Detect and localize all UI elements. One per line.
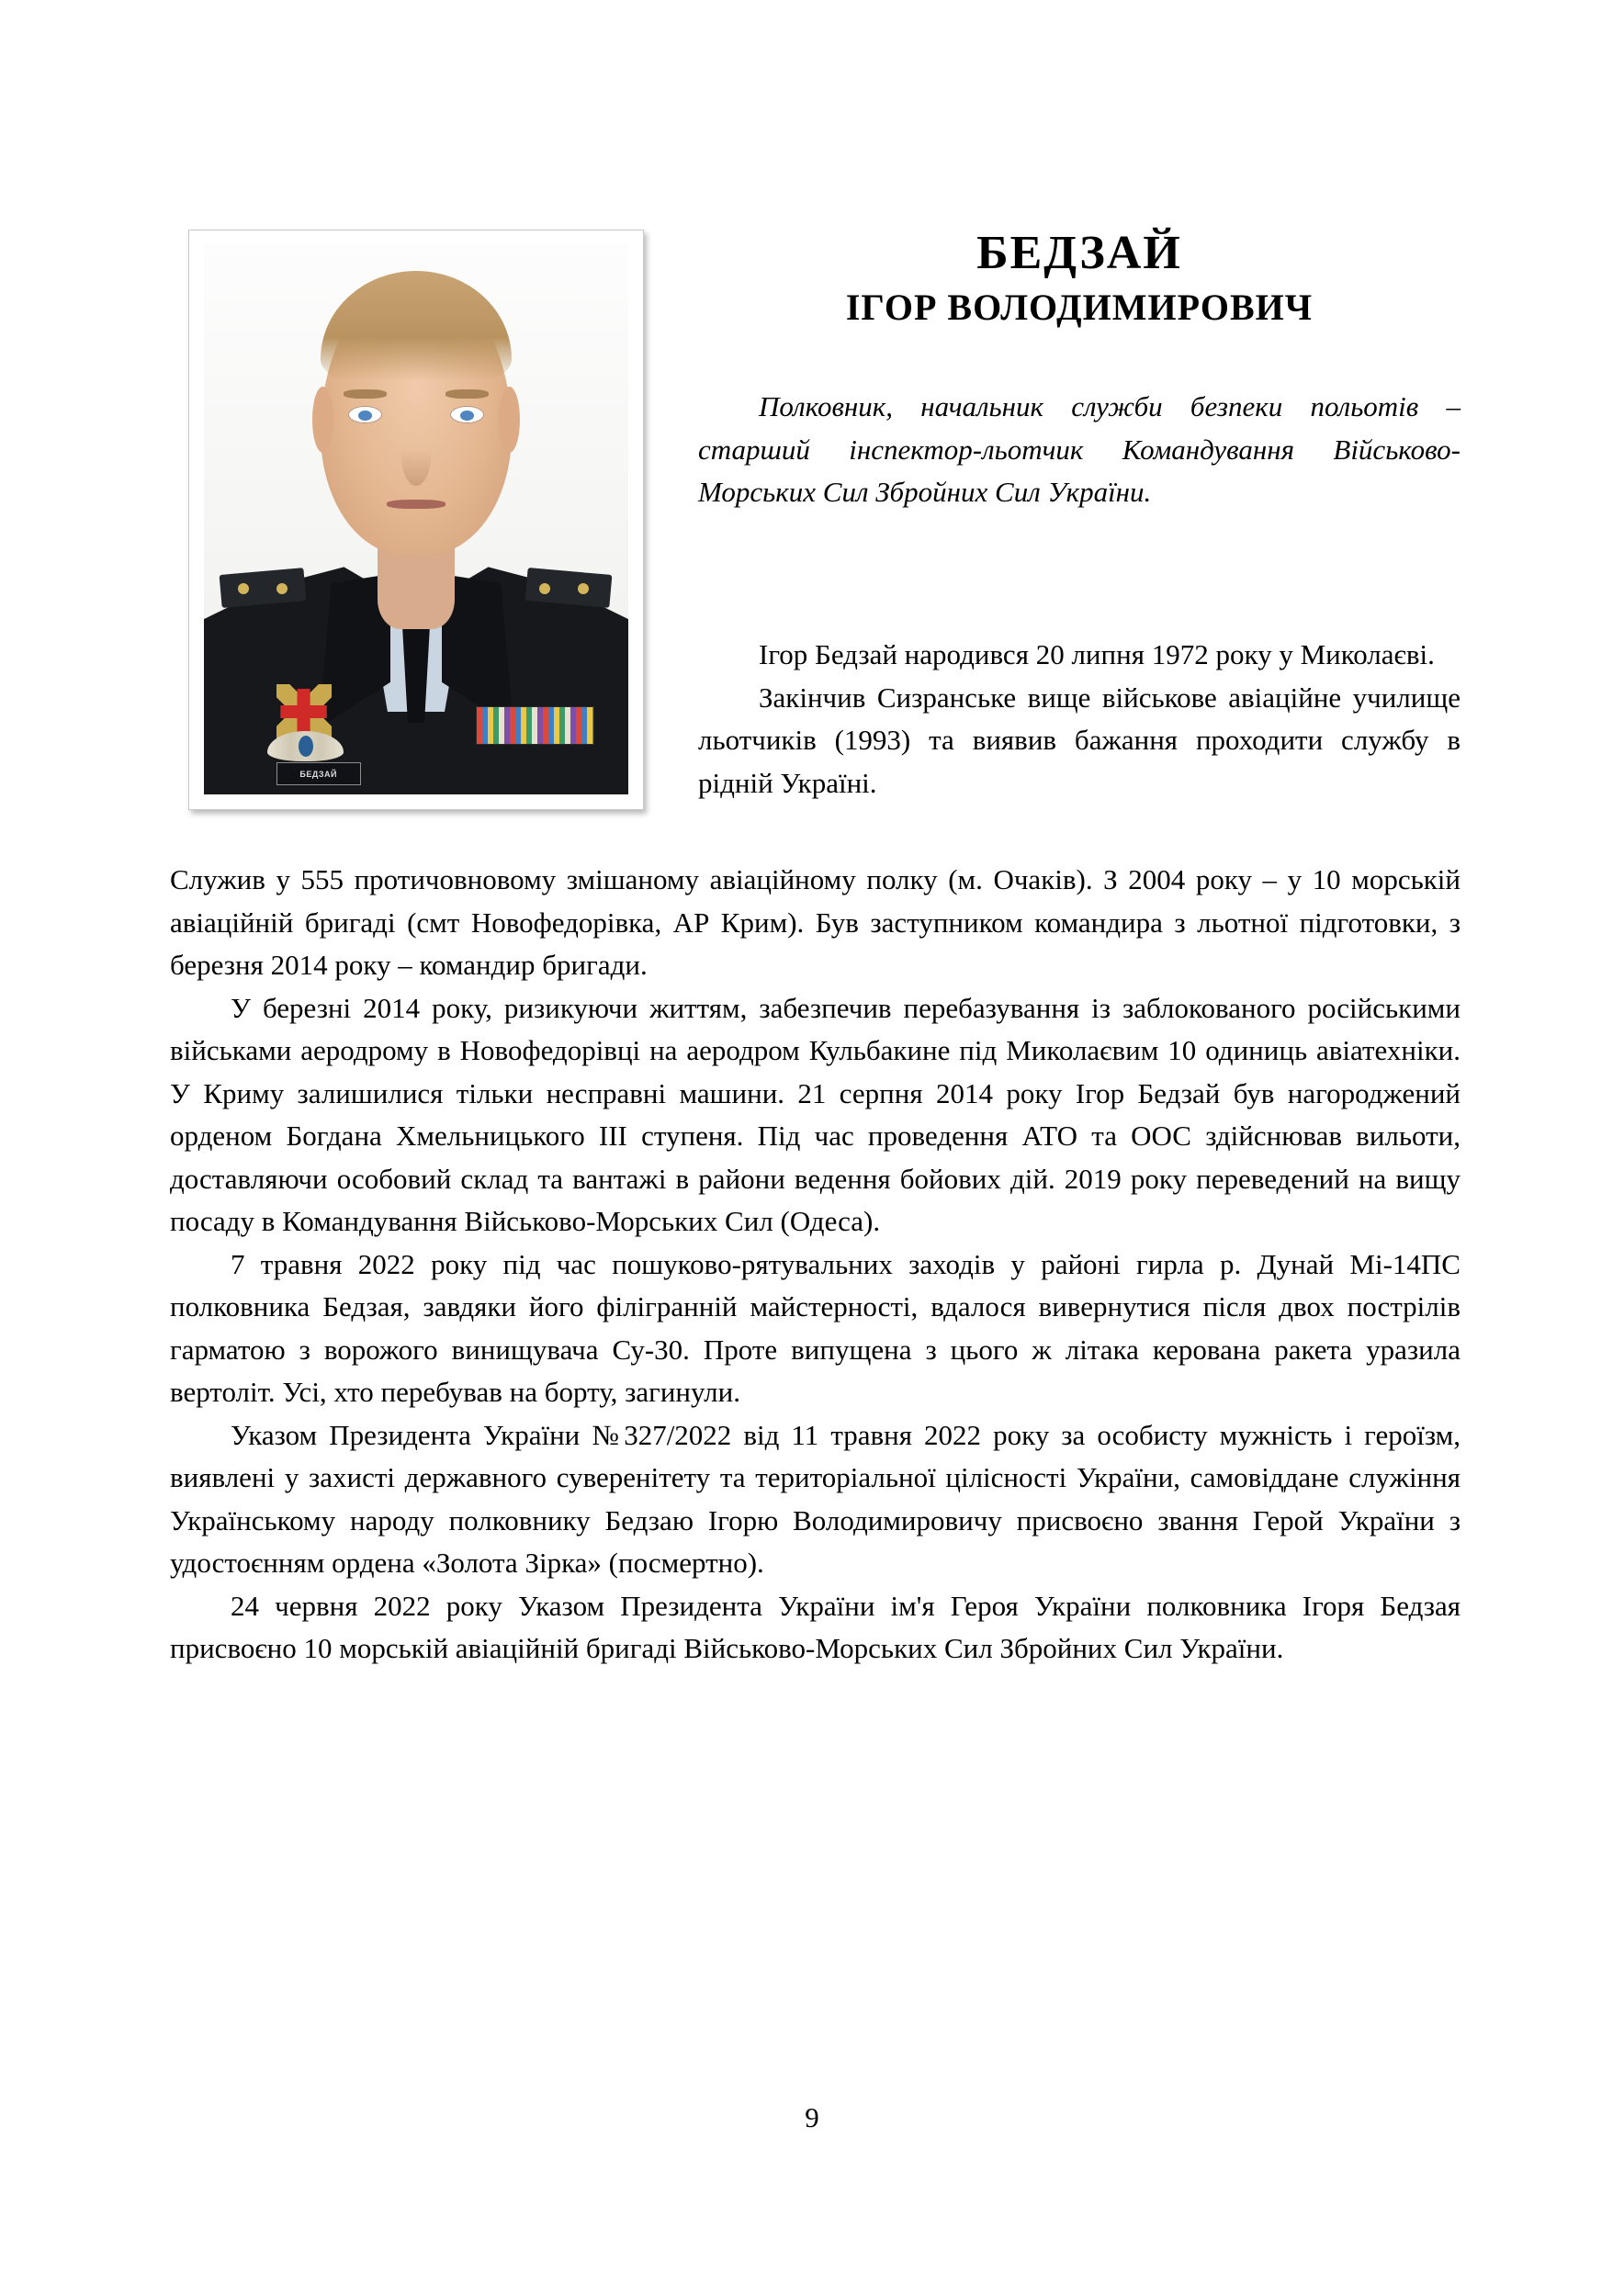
paragraph-service: Служив у 555 протичовновому змішаному авіаційному полку (м. Очаків). З 2004 року – у 10 морській авіаційній бригаді (смт Новофедорівка, АР Крим). Був заступником командира з льотної підготовки, з березня 2014 року – командир бригади. xyxy=(170,863,1460,981)
rank-star-icon xyxy=(578,583,589,594)
paragraph-2014-relocation: У березні 2014 року, ризикуючи життям, забезпечив перебазування із заблокованого російськими військами аеродрому в Новофедорівці на аеродром Кульбакине під Миколаєвим 10 одиниць авіатехніки. У Криму залишилися тільки несправні машини. 21 серпня 2014 року Ігор Бедзай був нагороджений орденом Богдана Хмельницького III ступеня. Під час проведення АТО та ООС здійснював вильоти, доставляючи особовий склад та вантажі в райони ведення бойових дій. 2019 року переведений на вищу посаду в Командування Військово-Морських Сил (Одеса). xyxy=(170,991,1460,1237)
rank-star-icon xyxy=(276,583,288,594)
nose xyxy=(401,425,431,486)
rank-star-icon xyxy=(238,583,249,594)
mouth xyxy=(387,500,446,509)
name-block xyxy=(698,228,1460,329)
paragraph-2022-mission: 7 травня 2022 року під час пошуково-рятувальних заходів у районі гирла р. Дунай Мі-14ПС полковника Бедзая, завдяки його філігранній майстерності, вдалося вивернутися після двох пострілів гарматою з ворожого винищувача Су-30. Проте випущена з цього ж літака керована ракета уразила вертоліт. Усі, хто перебував на борту, загинули. xyxy=(170,1247,1460,1408)
portrait-photo xyxy=(204,243,628,794)
uniform-nametag: БЕДЗАЙ xyxy=(276,762,361,785)
page-title-surname: БЕДЗАЙ xyxy=(976,227,1182,279)
eyebrow-left xyxy=(344,389,386,399)
rank-star-icon xyxy=(539,583,550,594)
biography-main-column xyxy=(170,859,1460,1671)
page-number: 9 xyxy=(805,2101,819,2133)
portrait-photo-frame xyxy=(188,230,644,810)
position-description: Полковник, начальник служби безпеки польотів – старший інспектор-льотчик Командування Військово-Морських Сил Збройних Сил України. xyxy=(698,390,1460,508)
paragraph-education: Закінчив Сизранське вище військове авіаційне училище льотчиків (1993) та виявив бажання проходити службу в рідній Україні. xyxy=(698,681,1460,799)
paragraph-hero-decree: Указом Президента України №327/2022 від 11 травня 2022 року за особисту мужність і героїзм, виявлені у захисті державного суверенітету та територіальної цілісності України, самовіддане служіння Українському народу полковнику Бедзаю Ігорю Володимировичу присвоєно звання Герой України з удостоєнням ордена «Золота Зірка» (посмертно). xyxy=(170,1418,1460,1579)
iris-right xyxy=(460,411,474,421)
ear-left xyxy=(312,387,333,453)
biography-side-column xyxy=(698,634,1460,805)
page-title-given-name: ІГОР ВОЛОДИМИРОВИЧ xyxy=(845,287,1314,329)
paragraph-brigade-naming: 24 червня 2022 року Указом Президента України ім'я Героя України полковника Ігоря Бедзая присвоєно 10 морській авіаційній бригаді Військово-Морських Сил Збройних Сил України. xyxy=(170,1589,1460,1664)
iris-left xyxy=(358,411,372,421)
ear-right xyxy=(499,387,520,453)
header-zone xyxy=(0,0,1624,827)
paragraph-birth: Ігор Бедзай народився 20 липня 1972 року у Миколаєві. xyxy=(759,638,1435,670)
eyebrow-right xyxy=(445,389,488,399)
medal-ribbon-bar xyxy=(476,706,594,745)
